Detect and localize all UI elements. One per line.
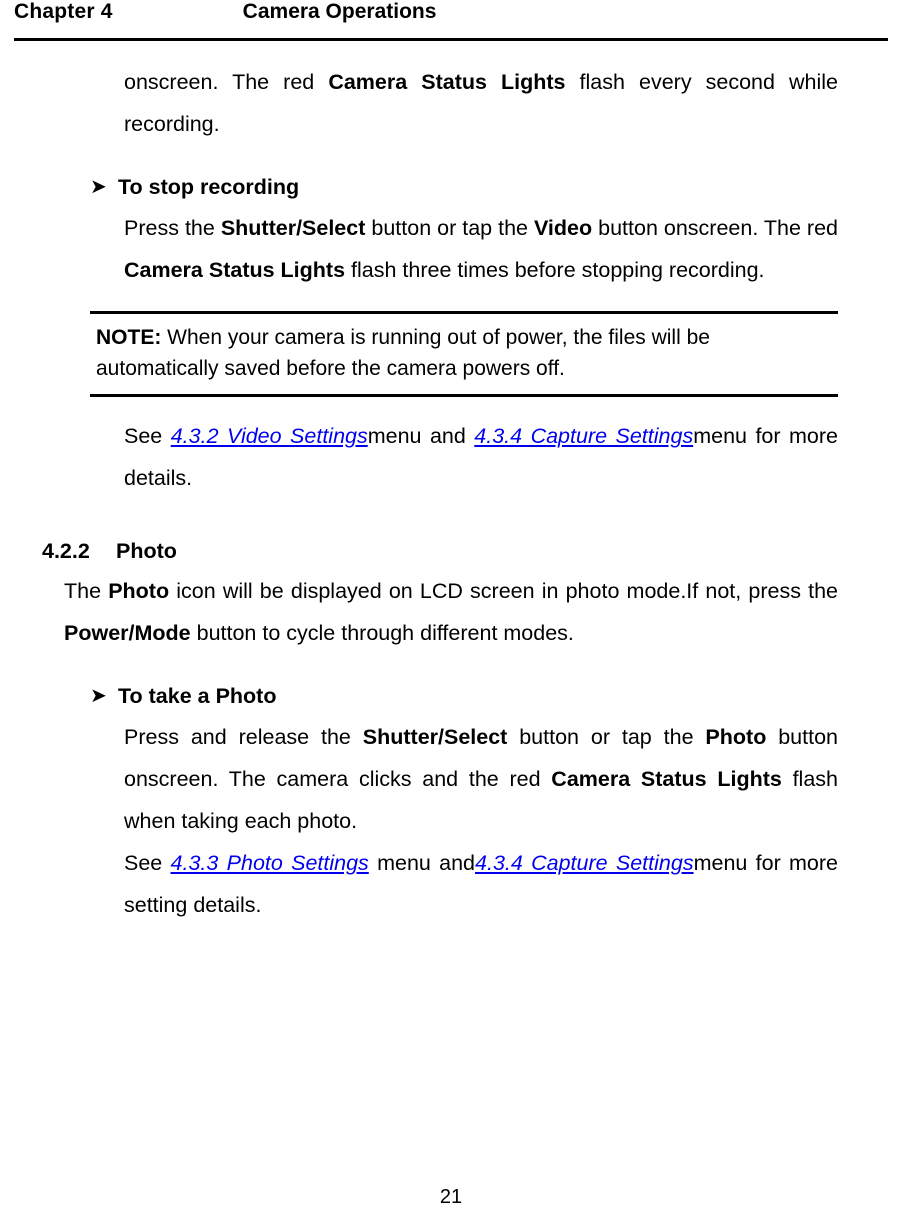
link-capture-settings[interactable]: 4.3.4 Capture Settings bbox=[475, 851, 694, 875]
bullet-to-take-a-photo bbox=[90, 676, 870, 716]
text-run: button or tap the bbox=[507, 725, 706, 749]
bullet-heading-label: To take a Photo bbox=[118, 684, 277, 708]
page-header bbox=[0, 0, 902, 36]
arrow-bullet-icon: ➤ bbox=[90, 176, 107, 198]
arrow-bullet-icon: ➤ bbox=[90, 685, 107, 707]
bold-camera-status-lights: Camera Status Lights bbox=[328, 70, 566, 94]
text-run: When your camera is running out of power, the files will be automatically saved before the camera powers off. bbox=[96, 326, 710, 380]
text-run: icon will be displayed on LCD screen in photo mode.If not, press the bbox=[169, 579, 838, 603]
paragraph-photo-intro bbox=[64, 570, 838, 654]
text-run: flash when taking each photo. bbox=[124, 767, 838, 833]
paragraph-see-photo-settings bbox=[124, 842, 838, 926]
bold-shutter-select: Shutter/Select bbox=[220, 216, 366, 240]
bullet-heading-label: To stop recording bbox=[118, 175, 300, 199]
paragraph-stop-recording bbox=[124, 207, 838, 291]
text-run: onscreen. The red bbox=[124, 70, 329, 94]
header-title: Camera Operations bbox=[242, 0, 437, 23]
bold-power-mode: Power/Mode bbox=[64, 621, 191, 645]
bold-camera-status-lights: Camera Status Lights bbox=[551, 767, 782, 791]
text-run: See bbox=[124, 851, 171, 875]
page-number: 21 bbox=[439, 1186, 463, 1208]
text-run: Press and release the bbox=[124, 725, 363, 749]
text-run: button onscreen. The red bbox=[592, 216, 838, 240]
text-run: menu and bbox=[367, 424, 475, 448]
note-label: NOTE: bbox=[96, 326, 162, 349]
text-run: flash three times before stopping recording. bbox=[345, 258, 765, 282]
page-footer bbox=[0, 1186, 902, 1209]
text-run: menu and bbox=[368, 851, 476, 875]
link-video-settings[interactable]: 4.3.2 Video Settings bbox=[170, 424, 368, 448]
text-run: See bbox=[124, 424, 171, 448]
paragraph-see-video-settings bbox=[124, 415, 838, 499]
note-text bbox=[96, 322, 832, 384]
text-run: Press the bbox=[124, 216, 221, 240]
link-photo-settings[interactable]: 4.3.3 Photo Settings bbox=[170, 851, 369, 875]
paragraph-take-photo bbox=[124, 716, 838, 842]
text-run: The bbox=[64, 579, 109, 603]
section-title: Photo bbox=[116, 539, 177, 563]
link-capture-settings[interactable]: 4.3.4 Capture Settings bbox=[474, 424, 694, 448]
text-run: button or tap the bbox=[365, 216, 534, 240]
header-divider bbox=[14, 38, 888, 41]
text-run: button onscreen. The camera clicks and the red bbox=[124, 725, 838, 791]
section-heading-photo bbox=[42, 539, 870, 564]
note-box bbox=[90, 311, 838, 397]
bold-photo: Photo bbox=[705, 725, 767, 749]
bold-camera-status-lights: Camera Status Lights bbox=[124, 258, 346, 282]
section-number: 4.2.2 bbox=[42, 539, 90, 563]
header-chapter-label: Chapter 4 bbox=[14, 0, 113, 23]
page-content bbox=[0, 61, 902, 926]
bold-shutter-select: Shutter/Select bbox=[362, 725, 508, 749]
text-run: menu for more details. bbox=[124, 424, 838, 490]
text-run: button to cycle through different modes. bbox=[190, 621, 574, 645]
paragraph-continued bbox=[124, 61, 838, 145]
text-run: menu for more setting details. bbox=[124, 851, 838, 917]
bold-photo: Photo bbox=[108, 579, 170, 603]
bullet-to-stop-recording bbox=[90, 167, 870, 207]
bold-video: Video bbox=[533, 216, 593, 240]
text-run: flash every second while recording. bbox=[124, 70, 839, 136]
